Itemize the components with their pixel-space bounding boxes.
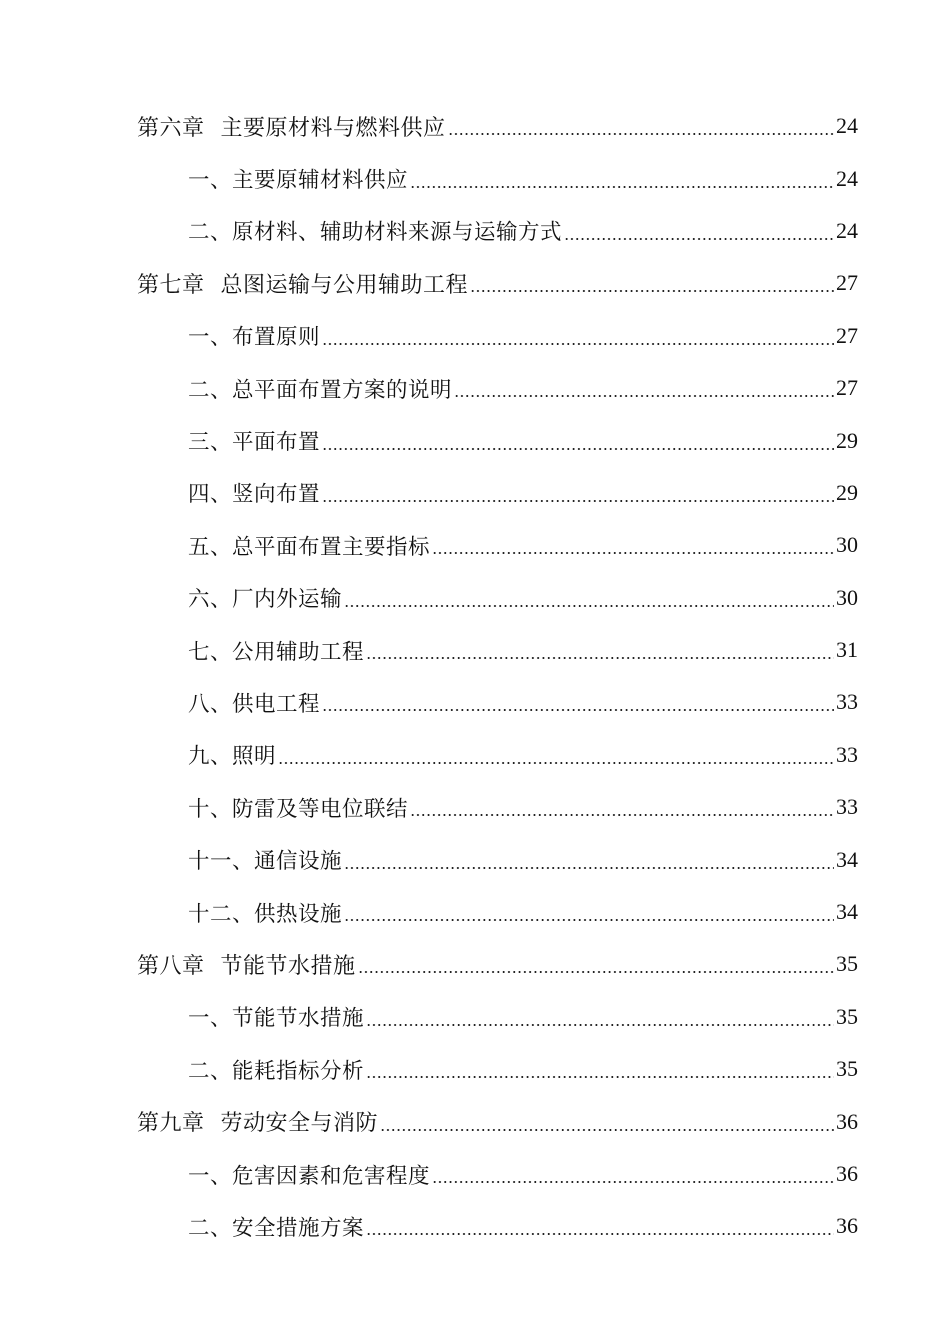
- toc-entry-title: 一、布置原则: [188, 325, 321, 351]
- page-number: 30: [836, 532, 858, 558]
- dot-leader: [366, 1006, 834, 1028]
- page-number: 24: [836, 113, 858, 139]
- dot-leader: [454, 377, 834, 399]
- toc-entry-title: 五、总平面布置主要指标: [188, 534, 431, 560]
- toc-section-entry[interactable]: [0, 991, 950, 1043]
- toc-section-entry[interactable]: [0, 729, 950, 781]
- chapter-title: 主要原材料与燃料供应: [220, 115, 446, 141]
- chapter-number: 第九章: [137, 1111, 205, 1137]
- toc-section-entry[interactable]: [0, 1200, 950, 1252]
- toc-section-entry[interactable]: [0, 205, 950, 257]
- toc-section-entry[interactable]: [0, 152, 950, 204]
- dot-leader: [432, 1163, 834, 1185]
- dot-leader: [366, 1215, 834, 1237]
- page-number: 33: [836, 794, 858, 820]
- toc-entry-title: 一、危害因素和危害程度: [188, 1163, 431, 1189]
- dot-leader: [380, 1111, 834, 1133]
- toc-entry-title: 三、平面布置: [188, 430, 321, 456]
- page-number: 36: [836, 1108, 858, 1134]
- page-number: 27: [836, 375, 858, 401]
- toc-section-entry[interactable]: [0, 1148, 950, 1200]
- dot-leader: [322, 325, 834, 347]
- toc-entry-title: 九、照明: [188, 744, 277, 770]
- toc-entry-title: 七、公用辅助工程: [188, 639, 365, 665]
- toc-section-entry[interactable]: [0, 833, 950, 885]
- dot-leader: [344, 849, 834, 871]
- page-number: 36: [836, 1213, 858, 1239]
- page-number: 29: [836, 479, 858, 505]
- toc-section-entry[interactable]: [0, 624, 950, 676]
- dot-leader: [410, 796, 834, 818]
- toc-chapter-entry[interactable]: [0, 257, 950, 309]
- page-number: 33: [836, 741, 858, 767]
- toc-chapter-entry[interactable]: [0, 100, 950, 152]
- toc-entry-title: 十一、通信设施: [188, 849, 343, 875]
- chapter-title: 节能节水措施: [220, 953, 356, 979]
- toc-entry-title: 十二、供热设施: [188, 901, 343, 927]
- toc-section-entry[interactable]: [0, 362, 950, 414]
- toc-entry-title: [137, 1106, 378, 1137]
- toc-section-entry[interactable]: [0, 310, 950, 362]
- toc-entry-title: 二、安全措施方案: [188, 1215, 365, 1241]
- dot-leader: [322, 691, 834, 713]
- toc-entry-title: 一、节能节水措施: [188, 1006, 365, 1032]
- toc-chapter-entry[interactable]: [0, 1095, 950, 1147]
- toc-entry-title: 四、竖向布置: [188, 482, 321, 508]
- toc-section-entry[interactable]: [0, 781, 950, 833]
- page-number: 29: [836, 427, 858, 453]
- toc-section-entry[interactable]: [0, 676, 950, 728]
- dot-leader: [366, 639, 834, 661]
- toc-entry-title: [137, 111, 446, 142]
- toc-entry-title: [137, 949, 356, 980]
- toc-section-entry[interactable]: [0, 519, 950, 571]
- page-number: 27: [836, 270, 858, 296]
- page-number: 27: [836, 322, 858, 348]
- dot-leader: [344, 901, 834, 923]
- dot-leader: [322, 430, 834, 452]
- toc-chapter-entry[interactable]: [0, 938, 950, 990]
- page-number: 24: [836, 217, 858, 243]
- toc-entry-title: 二、总平面布置方案的说明: [188, 377, 453, 403]
- dot-leader: [278, 744, 834, 766]
- dot-leader: [564, 220, 834, 242]
- chapter-title: 劳动安全与消防: [220, 1111, 379, 1137]
- page-number: 31: [836, 637, 858, 663]
- dot-leader: [448, 115, 834, 137]
- page-number: 35: [836, 1003, 858, 1029]
- toc-section-entry[interactable]: [0, 414, 950, 466]
- page-number: 35: [836, 1056, 858, 1082]
- toc-section-entry[interactable]: [0, 467, 950, 519]
- table-of-contents: [0, 100, 950, 1253]
- dot-leader: [432, 534, 834, 556]
- toc-entry-title: 六、厂内外运输: [188, 587, 343, 613]
- chapter-number: 第六章: [137, 115, 205, 141]
- dot-leader: [322, 482, 834, 504]
- dot-leader: [358, 953, 834, 975]
- page-number: 35: [836, 951, 858, 977]
- toc-entry-title: 一、主要原辅材料供应: [188, 168, 409, 194]
- chapter-number: 第七章: [137, 272, 205, 298]
- toc-entry-title: 八、供电工程: [188, 691, 321, 717]
- dot-leader: [366, 1058, 834, 1080]
- dot-leader: [344, 587, 834, 609]
- toc-entry-title: 二、原材料、辅助材料来源与运输方式: [188, 220, 563, 246]
- page-number: 34: [836, 899, 858, 925]
- page-number: 24: [836, 165, 858, 191]
- toc-entry-title: 二、能耗指标分析: [188, 1058, 365, 1084]
- toc-entry-title: 十、防雷及等电位联结: [188, 796, 409, 822]
- toc-entry-title: [137, 268, 468, 299]
- chapter-number: 第八章: [137, 953, 205, 979]
- page-number: 30: [836, 584, 858, 610]
- toc-section-entry[interactable]: [0, 886, 950, 938]
- toc-section-entry[interactable]: [0, 1043, 950, 1095]
- toc-section-entry[interactable]: [0, 572, 950, 624]
- chapter-title: 总图运输与公用辅助工程: [220, 272, 469, 298]
- page-number: 33: [836, 689, 858, 715]
- page-number: 34: [836, 846, 858, 872]
- dot-leader: [410, 168, 834, 190]
- dot-leader: [470, 272, 834, 294]
- page-number: 36: [836, 1161, 858, 1186]
